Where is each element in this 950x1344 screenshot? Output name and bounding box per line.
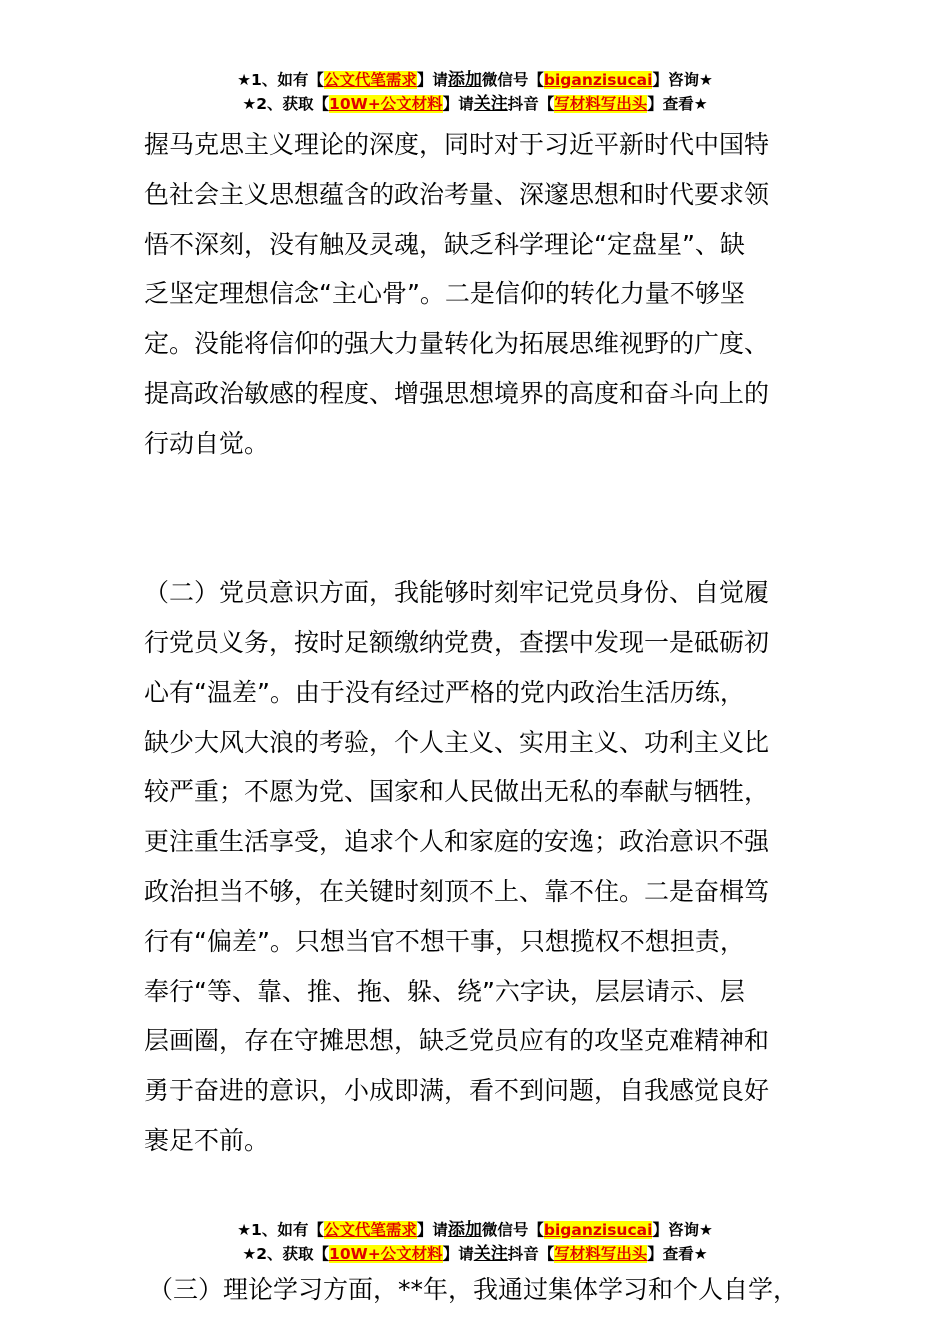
text-line: 悟不深刻，没有触及灵魂，缺乏科学理论“定盘星”、缺 <box>144 229 745 259</box>
text-line: 定。没能将信仰的强大力量转化为拓展思维视野的广度、 <box>144 329 770 359</box>
highlight-douyin-id: 写材料写出头 <box>554 95 648 113</box>
text-line: 握马克思主义理论的深度，同时对于习近平新时代中国特 <box>144 130 770 159</box>
banner-text: ★2、获取【 <box>242 95 330 113</box>
text-line: 奉行“等、靠、推、拖、躲、绕”六字诀，层层请示、层 <box>144 976 745 1006</box>
banner-emphasis: 关注 <box>473 94 508 114</box>
header-banner <box>0 68 950 116</box>
banner-text: 】请 <box>442 1245 474 1263</box>
text-line: 勇于奋进的意识，小成即满，看不到问题，自我感觉良好 <box>144 1076 770 1106</box>
text-line: （二）党员意识方面，我能够时刻牢记党员身份、自觉履 <box>144 578 770 608</box>
footer-banner <box>0 1218 950 1266</box>
paragraph <box>144 1265 844 1315</box>
text-line: （三）理论学习方面，**年，我通过集体学习和个人自学， <box>148 1275 799 1305</box>
banner-text: 微信号【 <box>481 1221 544 1239</box>
banner-text: 】咨询★ <box>652 1221 713 1239</box>
banner-text: ★1、如有【 <box>237 1221 324 1239</box>
paragraph <box>144 568 844 1166</box>
paragraph-gap <box>144 518 844 568</box>
banner-emphasis: 添加 <box>447 70 482 90</box>
highlight-materials: 10W+公文材料 <box>329 95 443 113</box>
highlight-wechat-id: biganzisucai <box>543 1221 653 1239</box>
banner-emphasis: 关注 <box>473 1244 508 1264</box>
highlight-service: 公文代笔需求 <box>323 71 417 89</box>
document-body <box>144 120 844 1315</box>
text-line: 心有“温差”。由于没有经过严格的党内政治生活历练， <box>144 677 745 707</box>
text-line: 缺少大风大浪的考验，个人主义、实用主义、功利主义比 <box>144 727 770 757</box>
text-line: 行有“偏差”。只想当官不想干事，只想揽权不想担责， <box>144 926 745 956</box>
highlight-service: 公文代笔需求 <box>323 1221 417 1239</box>
paragraph-gap <box>144 469 844 519</box>
banner-line-2 <box>0 92 950 116</box>
banner-line-2 <box>0 1242 950 1266</box>
banner-text: 】查看★ <box>647 95 708 113</box>
paragraph <box>144 120 844 469</box>
text-line: 裹足不前。 <box>144 1125 270 1155</box>
highlight-wechat-id: biganzisucai <box>543 71 653 89</box>
text-line: 行动自觉。 <box>144 428 270 458</box>
text-line: 更注重生活享受，追求个人和家庭的安逸；政治意识不强 <box>144 827 770 857</box>
text-line: 乏坚定理想信念“主心骨”。二是信仰的转化力量不够坚 <box>144 279 745 309</box>
banner-text: 抖音【 <box>507 1245 555 1263</box>
text-line: 层画圈，存在守摊思想，缺乏党员应有的攻坚克难精神和 <box>144 1026 770 1056</box>
text-line: 政治担当不够，在关键时刻顶不上、靠不住。二是奋楫笃 <box>144 876 770 906</box>
paragraph-gap <box>144 1166 844 1216</box>
banner-line-1 <box>0 68 950 92</box>
text-line: 较严重；不愿为党、国家和人民做出无私的奉献与牺牲， <box>144 777 770 807</box>
text-line: 行党员义务，按时足额缴纳党费，查摆中发现一是砥砺初 <box>144 627 770 657</box>
text-line: 色社会主义思想蕴含的政治考量、深邃思想和时代要求领 <box>144 179 770 209</box>
text-line: 提高政治敏感的程度、增强思想境界的高度和奋斗向上的 <box>144 378 770 408</box>
banner-text: 微信号【 <box>481 71 544 89</box>
banner-line-1 <box>0 1218 950 1242</box>
banner-text: ★2、获取【 <box>242 1245 330 1263</box>
highlight-douyin-id: 写材料写出头 <box>554 1245 648 1263</box>
banner-text: 抖音【 <box>507 95 555 113</box>
banner-text: 】请 <box>416 71 448 89</box>
highlight-materials: 10W+公文材料 <box>329 1245 443 1263</box>
banner-text: 】请 <box>442 95 474 113</box>
banner-text: ★1、如有【 <box>237 71 324 89</box>
banner-text: 】咨询★ <box>652 71 713 89</box>
banner-emphasis: 添加 <box>447 1220 482 1240</box>
banner-text: 】查看★ <box>647 1245 708 1263</box>
banner-text: 】请 <box>416 1221 448 1239</box>
